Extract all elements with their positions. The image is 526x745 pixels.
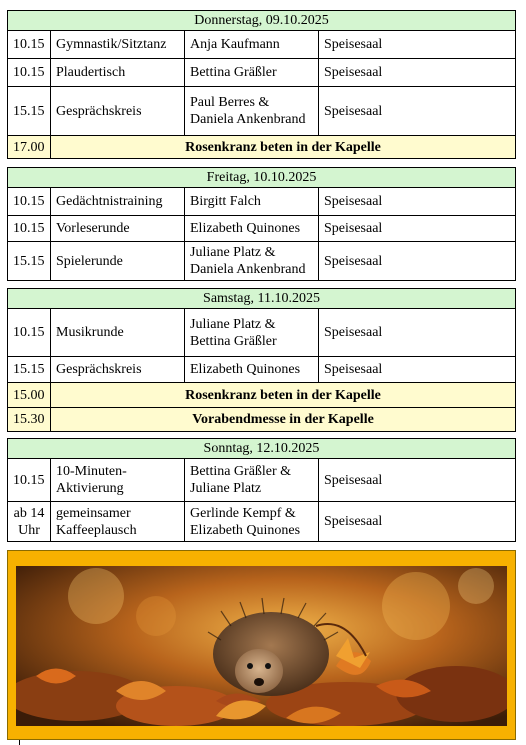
hedgehog-photo <box>16 566 507 726</box>
schedule-table <box>7 10 516 159</box>
time-cell: 15.00 <box>8 383 51 408</box>
table-row <box>8 502 516 542</box>
person-cell: Birgitt Falch <box>185 188 319 216</box>
event-cell: Vorabendmesse in der Kapelle <box>51 408 516 432</box>
day-header: Freitag, 10.10.2025 <box>8 168 516 188</box>
activity-cell: gemeinsamer Kaffeeplausch <box>51 502 185 542</box>
time-cell: 15.30 <box>8 408 51 432</box>
person-cell: Elizabeth Quinones <box>185 216 319 242</box>
time-cell: 15.15 <box>8 87 51 136</box>
time-cell: 10.15 <box>8 59 51 87</box>
time-cell: 15.15 <box>8 242 51 281</box>
time-cell: 10.15 <box>8 459 51 502</box>
time-cell: 10.15 <box>8 188 51 216</box>
table-row <box>8 357 516 383</box>
schedule-table <box>7 288 516 432</box>
event-cell: Rosenkranz beten in der Kapelle <box>51 136 516 159</box>
highlight-row <box>8 383 516 408</box>
schedule-table <box>7 167 516 281</box>
person-cell: Bettina Gräßler <box>185 59 319 87</box>
day-friday <box>7 167 516 281</box>
table-row <box>8 242 516 281</box>
day-header-row <box>8 168 516 188</box>
activity-cell: Gymnastik/Sitztanz <box>51 31 185 59</box>
hedgehog-illustration <box>16 566 507 726</box>
activity-cell: Gesprächskreis <box>51 87 185 136</box>
location-cell: Speisesaal <box>319 87 516 136</box>
location-cell: Speisesaal <box>319 31 516 59</box>
activity-cell: Vorleserunde <box>51 216 185 242</box>
location-cell: Speisesaal <box>319 309 516 357</box>
person-cell: Elizabeth Quinones <box>185 357 319 383</box>
day-header-row <box>8 289 516 309</box>
table-row <box>8 216 516 242</box>
location-cell: Speisesaal <box>319 216 516 242</box>
table-row <box>8 309 516 357</box>
person-cell: Gerlinde Kempf & Elizabeth Quinones <box>185 502 319 542</box>
table-row <box>8 31 516 59</box>
activity-cell: Plaudertisch <box>51 59 185 87</box>
person-cell: Bettina Gräßler & Juliane Platz <box>185 459 319 502</box>
table-row <box>8 459 516 502</box>
highlight-row <box>8 136 516 159</box>
table-row <box>8 59 516 87</box>
table-row <box>8 188 516 216</box>
table-row <box>8 87 516 136</box>
person-cell: Juliane Platz & Daniela Ankenbrand <box>185 242 319 281</box>
location-cell: Speisesaal <box>319 502 516 542</box>
person-cell: Juliane Platz & Bettina Gräßler <box>185 309 319 357</box>
time-cell: 10.15 <box>8 216 51 242</box>
day-header: Samstag, 11.10.2025 <box>8 289 516 309</box>
day-sunday <box>7 438 516 542</box>
day-header: Donnerstag, 09.10.2025 <box>8 11 516 31</box>
time-cell: ab 14 Uhr <box>8 502 51 542</box>
activity-cell: Spielerunde <box>51 242 185 281</box>
location-cell: Speisesaal <box>319 59 516 87</box>
day-header-row <box>8 439 516 459</box>
highlight-row <box>8 408 516 432</box>
page-mark <box>19 740 20 745</box>
day-header-row <box>8 11 516 31</box>
activity-cell: Gedächtnistraining <box>51 188 185 216</box>
activity-cell: 10-Minuten-Aktivierung <box>51 459 185 502</box>
event-cell: Rosenkranz beten in der Kapelle <box>51 383 516 408</box>
location-cell: Speisesaal <box>319 242 516 281</box>
activity-cell: Gesprächskreis <box>51 357 185 383</box>
location-cell: Speisesaal <box>319 459 516 502</box>
location-cell: Speisesaal <box>319 188 516 216</box>
picture-frame <box>7 550 516 740</box>
day-thursday <box>7 10 516 159</box>
location-cell: Speisesaal <box>319 357 516 383</box>
person-cell: Anja Kaufmann <box>185 31 319 59</box>
time-cell: 15.15 <box>8 357 51 383</box>
person-cell: Paul Berres & Daniela Ankenbrand <box>185 87 319 136</box>
day-header: Sonntag, 12.10.2025 <box>8 439 516 459</box>
schedule-table <box>7 438 516 542</box>
time-cell: 10.15 <box>8 309 51 357</box>
activity-cell: Musikrunde <box>51 309 185 357</box>
day-saturday <box>7 288 516 432</box>
time-cell: 10.15 <box>8 31 51 59</box>
time-cell: 17.00 <box>8 136 51 159</box>
